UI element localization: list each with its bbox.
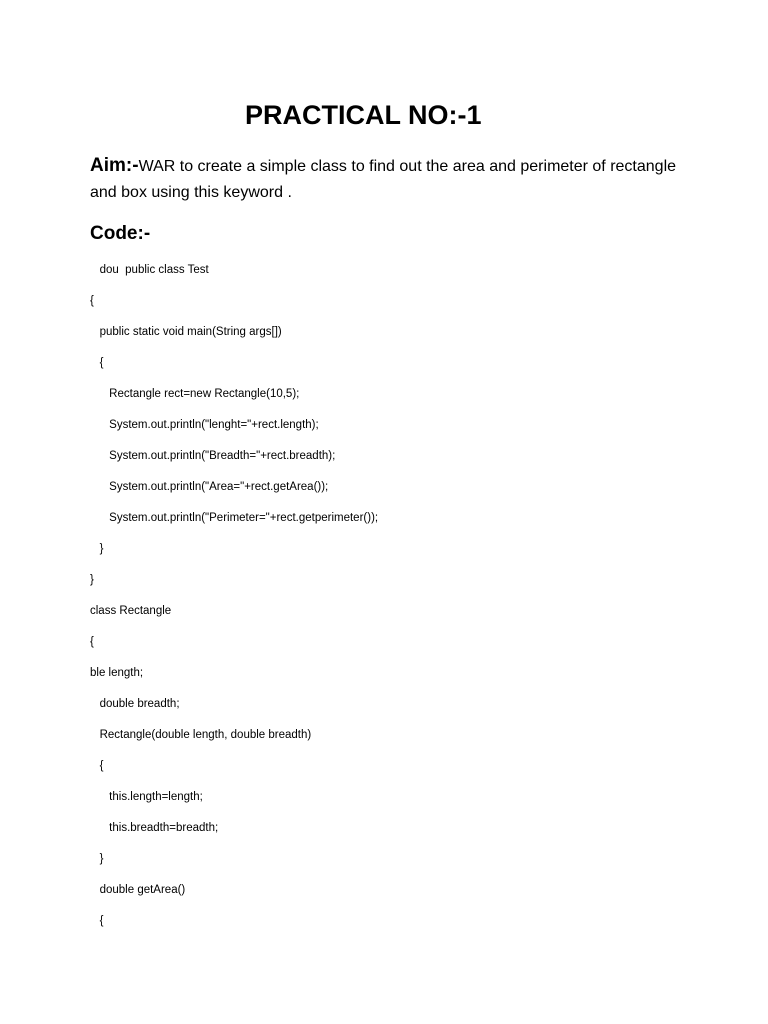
code-line: { [90, 915, 104, 927]
code-line: this.breadth=breadth; [90, 822, 219, 834]
aim-label: Aim:- [90, 155, 139, 176]
code-line: System.out.println("Breadth="+rect.breadth); [90, 450, 336, 462]
code-line: System.out.println("Area="+rect.getArea()); [90, 481, 329, 493]
code-line: System.out.println("lenght="+rect.length); [90, 419, 319, 431]
code-block [90, 259, 378, 941]
code-line: class Rectangle [90, 605, 172, 617]
code-line: } [90, 574, 94, 586]
code-line: { [90, 636, 94, 648]
code-line: ble length; [90, 667, 144, 679]
code-line: { [90, 357, 104, 369]
code-line: this.length=length; [90, 791, 203, 803]
code-line: double breadth; [90, 698, 180, 710]
code-line: } [90, 853, 104, 865]
aim-text: WAR to create a simple class to find out the area and perimeter of rectangle and box using this keyword . [90, 158, 677, 201]
aim-paragraph [90, 153, 700, 206]
code-line: } [90, 543, 104, 555]
code-line: System.out.println("Perimeter="+rect.getperimeter()); [90, 512, 379, 524]
code-line: Rectangle rect=new Rectangle(10,5); [90, 388, 300, 400]
code-line: { [90, 760, 104, 772]
code-line: public static void main(String args[]) [90, 326, 282, 338]
code-line: dou public class Test [90, 264, 209, 276]
code-heading: Code:- [90, 223, 151, 244]
code-line: { [90, 295, 94, 307]
code-line: double getArea() [90, 884, 186, 896]
code-line: Rectangle(double length, double breadth) [90, 729, 312, 741]
page-title: PRACTICAL NO:-1 [245, 100, 482, 130]
